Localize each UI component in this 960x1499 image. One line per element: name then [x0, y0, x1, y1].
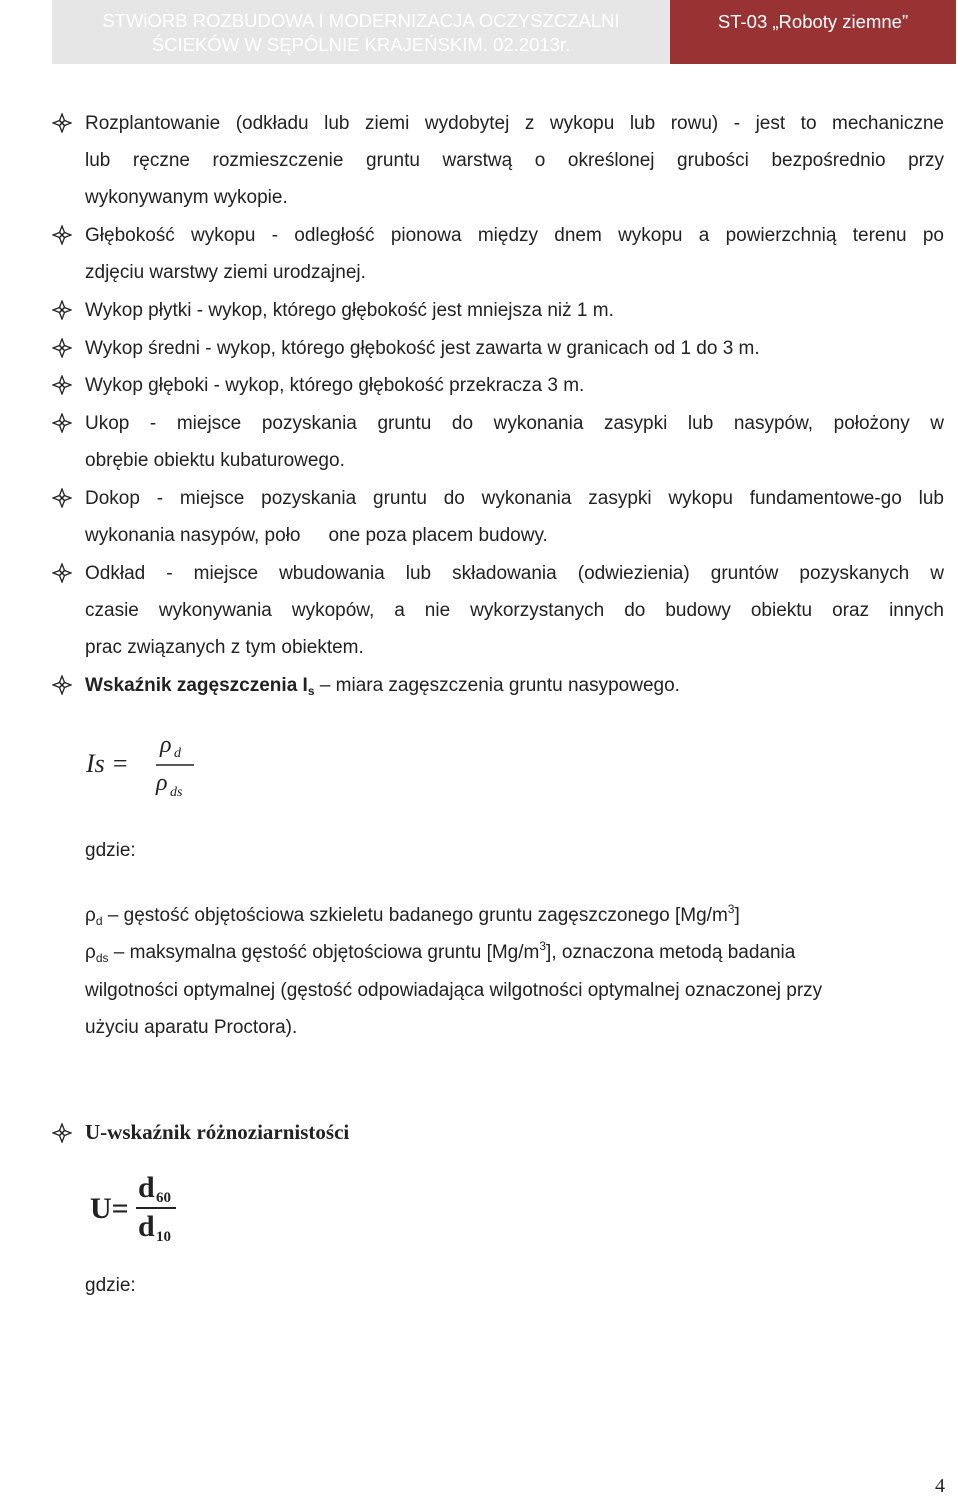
wskaznik-description: – miara zagęszczenia gruntu nasypowego. [314, 675, 680, 696]
item-rozplantowanie-line-3: wykonywanym wykopie. [85, 187, 288, 208]
definition-rho-d [85, 904, 944, 928]
rho-ds-symbol: ρ [85, 942, 96, 963]
header-title-line-2: ŚCIEKÓW W SĘPÓLNIE KRAJEŃSKIM. 02.2013r. [151, 34, 571, 55]
formula-is-numerator: ρ [160, 732, 172, 758]
item-wykop-gleboki: Wykop głęboki - wykop, którego głębokość przekracza 3 m. [85, 375, 585, 396]
rho-ds-subscript: ds [95, 951, 109, 965]
rho-ds-superscript: 3 [539, 939, 547, 953]
gdzie-label-2: gdzie: [85, 1275, 136, 1296]
diamond-bullet-icon [52, 375, 72, 395]
diamond-bullet-icon [52, 338, 72, 358]
formula-u-numerator: d [138, 1171, 155, 1204]
formula-is-denominator-sub: ds [170, 785, 183, 800]
item-ukop-line-2: obrębie obiektu kubaturowego. [85, 450, 345, 471]
rho-d-text: – gęstość objętościowa szkieletu badanego gruntu zagęszczonego [Mg/m [102, 905, 728, 926]
item-wykop-plytki: Wykop płytki - wykop, którego głębokość jest mniejsza niż 1 m. [85, 300, 614, 321]
formula-is-denominator: ρ [156, 770, 168, 796]
item-ukop-line-1: Ukop - miejsce pozyskania gruntu do wykonania zasypki lub nasypów, położony w [85, 413, 944, 434]
item-glebokosc-line-1: Głębokość wykopu - odległość pionowa między dnem wykopu a powierzchnią terenu po [85, 225, 944, 246]
rho-ds-text: – maksymalna gęstość objętościowa gruntu [Mg/m [108, 942, 540, 963]
item-odklad-line-3: prac związanych z tym obiektem. [85, 637, 364, 658]
item-wskaznik-zageszczenia [85, 674, 944, 698]
item-odklad-line-2: czasie wykonywania wykopów, a nie wykorzystanych do budowy obiektu oraz innych [85, 600, 944, 621]
item-wykop-sredni: Wykop średni - wykop, którego głębokość jest zawarta w granicach od 1 do 3 m. [85, 338, 760, 359]
diamond-bullet-icon [52, 675, 72, 695]
formula-u-denominator-sub: 10 [156, 1229, 171, 1245]
item-dokop-line-2 [85, 524, 944, 548]
rho-ds-end: ], oznaczona metodą badania [546, 942, 796, 963]
header-title-line-1: STWiORB ROZBUDOWA I MODERNIZACJA OCZYSZCZALNI [102, 10, 620, 31]
definition-line-4: użyciu aparatu Proctora). [85, 1017, 298, 1038]
gdzie-label-1: gdzie: [85, 840, 136, 861]
item-glebokosc-line-2: zdjęciu warstwy ziemi urodzajnej. [85, 262, 366, 283]
formula-is-lhs: Is = [86, 749, 129, 778]
page-header [0, 0, 960, 66]
diamond-bullet-icon [52, 225, 72, 245]
item-odklad-line-1: Odkład - miejsce wbudowania lub składowania (odwiezienia) gruntów pozyskanych w [85, 563, 944, 584]
item-rozplantowanie-line-1: Rozplantowanie (odkładu lub ziemi wydobytej z wykopu lub rowu) - jest to mechaniczne [85, 113, 944, 134]
diamond-bullet-icon [52, 1123, 72, 1143]
definition-line-3: wilgotności optymalnej (gęstość odpowiadająca wilgotności optymalnej oznaczonej przy [85, 980, 823, 1001]
diamond-bullet-icon [52, 113, 72, 133]
diamond-bullet-icon [52, 300, 72, 320]
diamond-bullet-icon [52, 413, 72, 433]
rho-d-superscript: 3 [727, 902, 735, 916]
formula-is [86, 730, 226, 800]
formula-u-lhs: U= [90, 1192, 129, 1225]
page-number: 4 [935, 1475, 945, 1497]
rho-d-end: ] [734, 905, 740, 926]
formula-is-numerator-sub: d [174, 746, 181, 761]
header-document-title [52, 0, 670, 64]
definition-rho-ds [85, 941, 944, 965]
formula-u-numerator-sub: 60 [156, 1190, 171, 1206]
item-dokop-line-2a: wykonania nasypów, poło [85, 525, 301, 546]
wskaznik-bold-subscript: s [307, 684, 315, 698]
rho-d-symbol: ρ [85, 905, 96, 926]
item-rozplantowanie-line-2: lub ręczne rozmieszczenie gruntu warstwą o określonej grubości bezpośrednio przy [85, 150, 944, 171]
formula-u [90, 1170, 200, 1245]
header-section-code: ST-03 „Roboty ziemne” [670, 0, 956, 64]
diamond-bullet-icon [52, 488, 72, 508]
formula-u-denominator: d [138, 1210, 155, 1243]
rho-d-subscript: d [95, 914, 103, 928]
diamond-bullet-icon [52, 563, 72, 583]
item-dokop-line-2b: one poza placem budowy. [328, 525, 548, 546]
item-dokop-line-1: Dokop - miejsce pozyskania gruntu do wykonania zasypki wykopu fundamentowe-go lub [85, 488, 944, 509]
wskaznik-bold-label: Wskaźnik zagęszczenia I [85, 675, 308, 696]
u-wskaznik-heading: U-wskaźnik różnoziarnistości [85, 1120, 350, 1144]
